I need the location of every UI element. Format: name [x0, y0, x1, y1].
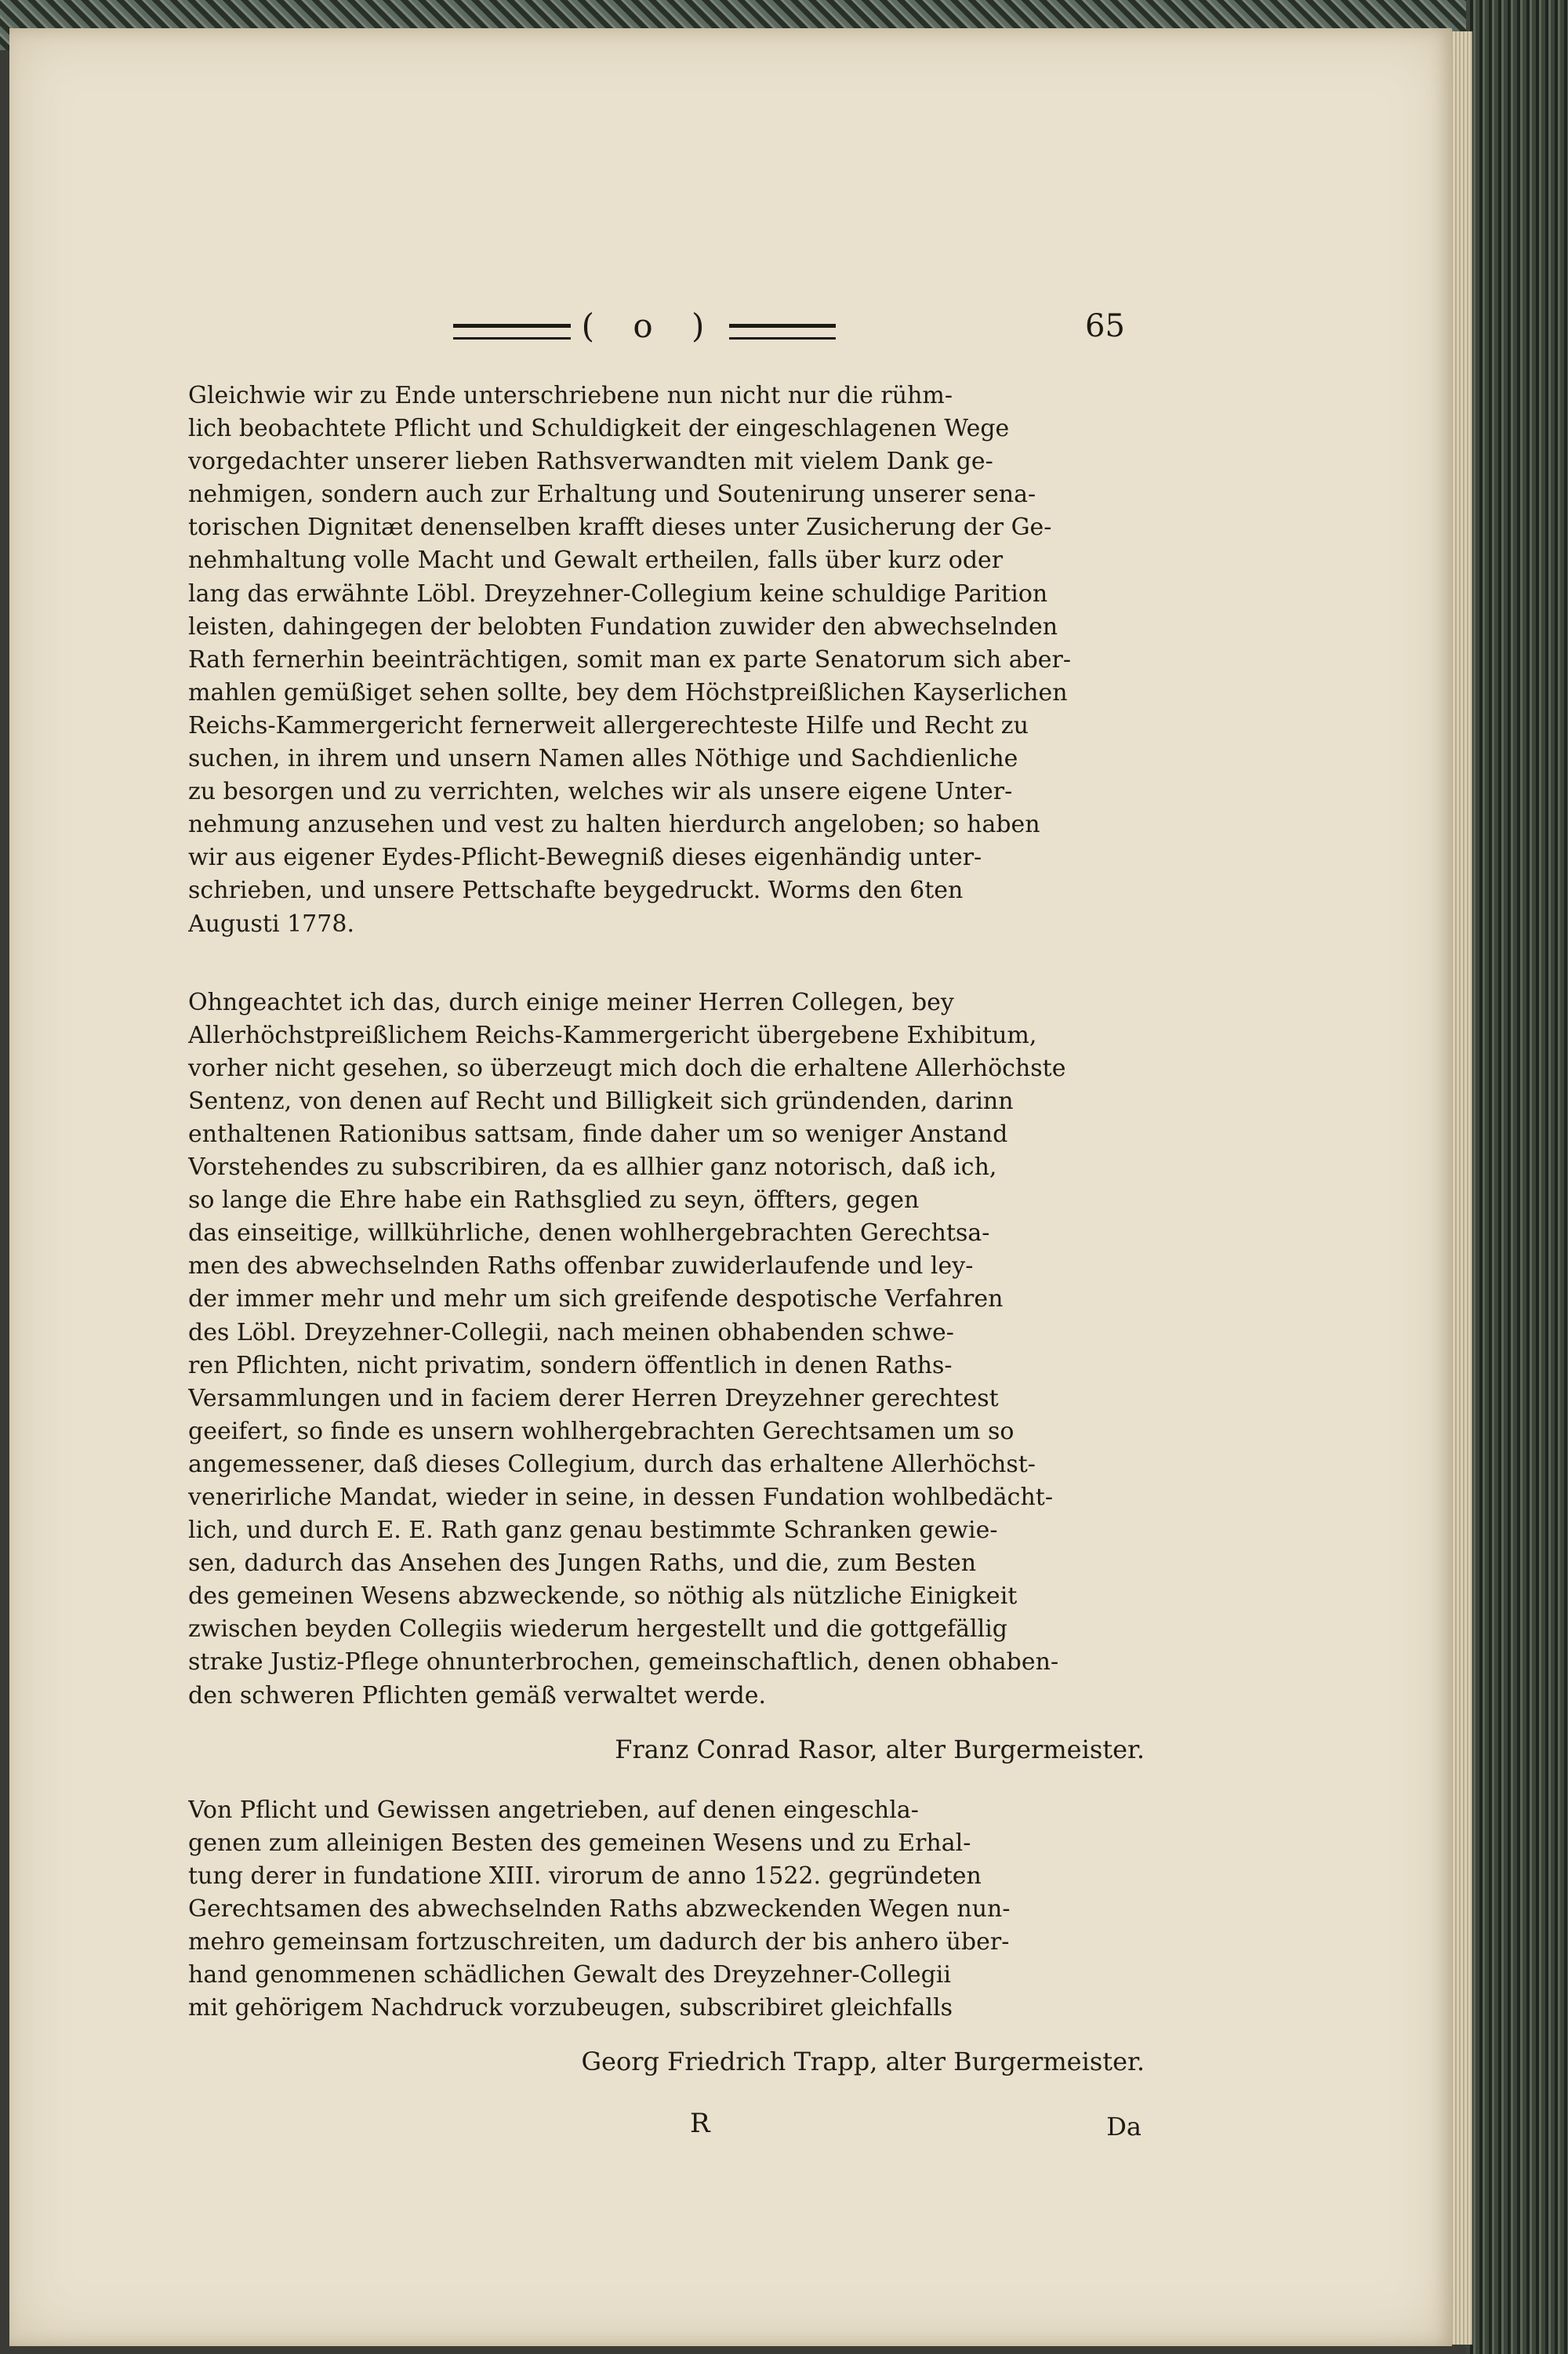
text-line: torischen Dignitæt denenselben krafft dieses unter Zusicherung der Ge- [188, 514, 1052, 542]
text-line: zu besorgen und zu verrichten, welches wir als unsere eigene Unter- [188, 778, 1013, 806]
text-line: des Löbl. Dreyzehner-Collegii, nach meinen obhabenden schwe- [188, 1318, 954, 1346]
text-line: strake Justiz-Pflege ohnunterbrochen, gemeinschaftlich, denen obhaben- [188, 1648, 1059, 1676]
text-line: vorgedachter unserer lieben Rathsverwandten mit vielem Dank ge- [188, 448, 993, 476]
text-line: nehmigen, sondern auch zur Erhaltung und Soutenirung unserer sena- [188, 481, 1036, 509]
text-line: zwischen beyden Collegiis wiederum hergestellt und die gottgefällig [188, 1615, 1007, 1644]
paragraph-declaration [188, 380, 1157, 941]
text-line: das einseitige, willkührliche, denen wohlhergebrachten Gerechtsa- [188, 1219, 990, 1248]
text-line: genen zum alleinigen Besten des gemeinen Wesens und zu Erhal- [188, 1829, 971, 1857]
text-line: hand genommenen schädlichen Gewalt des Dreyzehner-Collegii [188, 1961, 951, 1989]
text-line: Vorstehendes zu subscribiren, da es allhier ganz notorisch, daß ich, [188, 1153, 997, 1182]
text-line: lich, und durch E. E. Rath ganz genau bestimmte Schranken gewie- [188, 1517, 998, 1545]
text-line: men des abwechselnden Raths offenbar zuwiderlaufende und ley- [188, 1252, 974, 1281]
text-line: suchen, in ihrem und unsern Namen alles Nöthige und Sachdienliche [188, 745, 1018, 773]
text-line: venerirliche Mandat, wieder in seine, in dessen Fundation wohlbedächt- [188, 1484, 1053, 1511]
text-line: enthaltenen Rationibus sattsam, finde daher um so weniger Anstand [188, 1120, 1008, 1148]
text-line: nehmung anzusehen und vest zu halten hierdurch angeloben; so haben [188, 811, 1040, 839]
text-line: der immer mehr und mehr um sich greifende despotische Verfahren [188, 1285, 1004, 1313]
page-number: 65 [1085, 308, 1125, 344]
paragraph-gap [188, 941, 1157, 986]
text-line: Gerechtsamen des abwechselnden Raths abzweckenden Wegen nun- [188, 1895, 1011, 1924]
text-line: des gemeinen Wesens abzweckende, so nöthig als nützliche Einigkeit [188, 1582, 1018, 1611]
header-rule-left [453, 324, 571, 340]
book-page [9, 28, 1452, 2346]
header-rule-right [729, 324, 836, 340]
text-line: lich beobachtete Pflicht und Schuldigkeit der eingeschlagenen Wege [188, 415, 1010, 443]
text-line: vorher nicht gesehen, so überzeugt mich doch die erhaltene Allerhöchste [188, 1054, 1066, 1082]
text-line: mit gehörigem Nachdruck vorzubeugen, subscribiret gleichfalls [188, 1994, 953, 2022]
text-line: ren Pflichten, nicht privatim, sondern öffentlich in denen Raths- [188, 1351, 953, 1379]
body-text [188, 380, 1157, 2146]
text-line: so lange die Ehre habe ein Rathsglied zu seyn, öffters, gegen [188, 1186, 920, 1215]
text-line: geeifert, so finde es unsern wohlhergebrachten Gerechtsamen um so [188, 1417, 1014, 1445]
text-line: leisten, dahingegen der belobten Fundation zuwider den abwechselnden [188, 612, 1058, 641]
header-ornament: ( o ) [581, 307, 719, 345]
text-line: Von Pflicht und Gewissen angetrieben, auf denen eingeschla- [188, 1796, 919, 1824]
text-line: lang das erwähnte Löbl. Dreyzehner-Collegium keine schuldige Parition [188, 579, 1048, 608]
text-line: Allerhöchstpreißlichem Reichs-Kammergericht übergebene Exhibitum, [188, 1021, 1037, 1049]
text-line: Rath fernerhin beeinträchtigen, somit man ex parte Senatorum sich aber- [188, 645, 1072, 674]
running-header [9, 307, 1452, 354]
text-line: tung derer in fundatione XIII. virorum de anno 1522. gegründeten [188, 1862, 982, 1890]
text-line: Versammlungen und in faciem derer Herren Dreyzehner gerechtest [188, 1384, 999, 1412]
text-line: Ohngeachtet ich das, durch einige meiner Herren Collegen, bey [188, 988, 954, 1016]
text-line: nehmhaltung volle Macht und Gewalt ertheilen, falls über kurz oder [188, 547, 1004, 575]
text-line: mehro gemeinsam fortzuschreiten, um dadurch der bis anhero über- [188, 1928, 1010, 1956]
text-line: sen, dadurch das Ansehen des Jungen Raths, und die, zum Besten [188, 1549, 977, 1578]
signature-rasor: Franz Conrad Rasor, alter Burgermeister. [615, 1734, 1145, 1764]
text-line: wir aus eigener Eydes-Pflicht-Bewegniß dieses eigenhändig unter- [188, 844, 982, 872]
text-line: Sentenz, von denen auf Recht und Billigkeit sich gründenden, darinn [188, 1087, 1014, 1115]
text-line: Gleichwie wir zu Ende unterschriebene nun nicht nur die rühm- [188, 382, 953, 409]
text-line: Augusti 1778. [188, 910, 354, 938]
paragraph-trapp-statement [188, 1794, 1157, 2025]
text-line: Reichs-Kammergericht fernerweit allergerechteste Hilfe und Recht zu [188, 711, 1029, 739]
text-line: schrieben, und unsere Pettschafte beygedruckt. Worms den 6ten [188, 877, 964, 905]
signature-trapp: Georg Friedrich Trapp, alter Burgermeister. [581, 2047, 1145, 2077]
text-line: den schweren Pflichten gemäß verwaltet werde. [188, 1681, 767, 1709]
text-line: angemessener, daß dieses Collegium, durch das erhaltene Allerhöchst- [188, 1450, 1036, 1478]
footer-row [188, 2107, 1157, 2146]
book-cover-edge [1466, 0, 1568, 2354]
paragraph-rasor-statement [188, 986, 1157, 1713]
catchword: Da [1106, 2111, 1142, 2141]
signature-mark: R [690, 2107, 710, 2139]
text-line: mahlen gemüßiget sehen sollte, bey dem Höchstpreißlichen Kayserlichen [188, 678, 1068, 707]
